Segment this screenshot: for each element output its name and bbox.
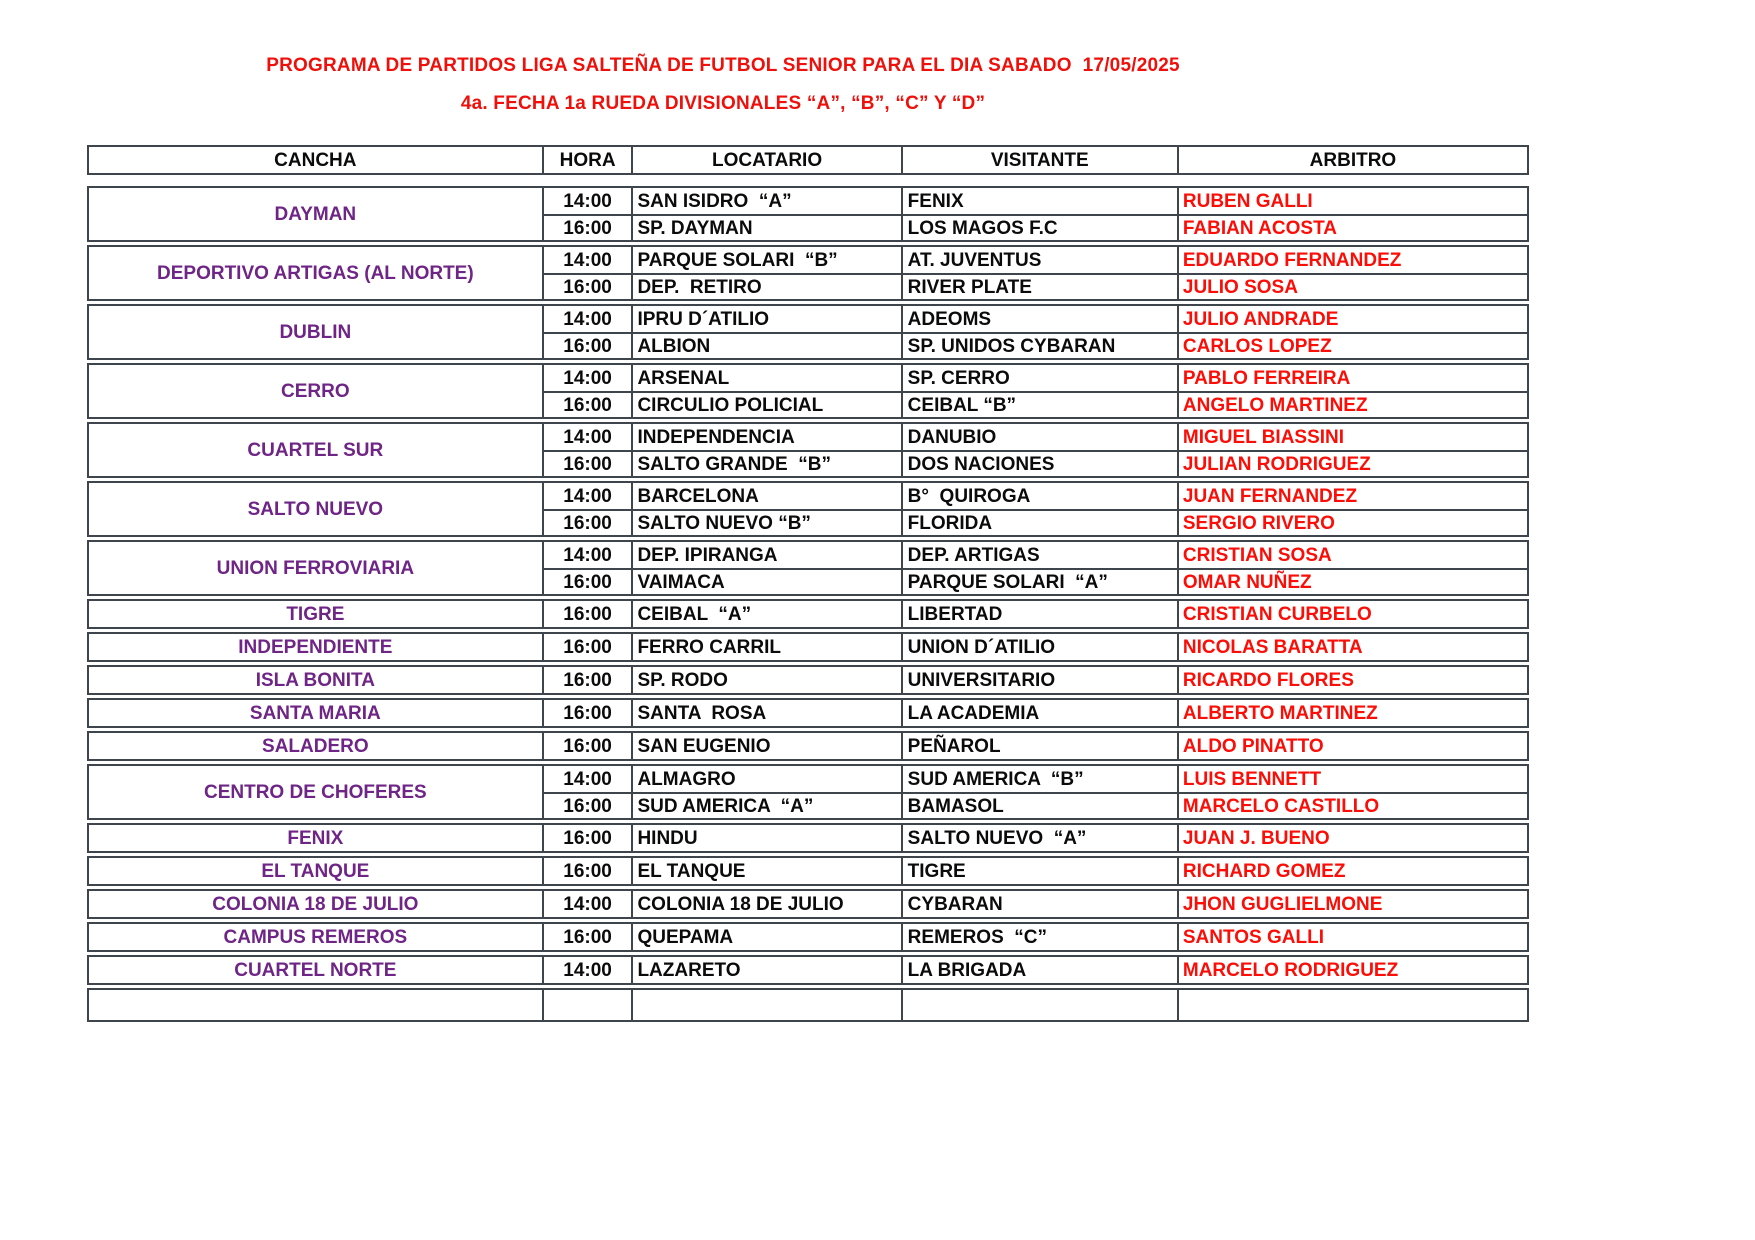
arbitro-cell [1179,990,1527,1020]
match-row [544,700,1527,726]
cancha-cell: CUARTEL NORTE [89,957,544,983]
match-row [544,766,1527,792]
visitante-cell: RIVER PLATE [903,275,1179,299]
schedule-group [87,955,1529,985]
visitante-cell: BAMASOL [903,794,1179,818]
visitante-cell: FENIX [903,188,1179,214]
match-row [544,424,1527,450]
match-row [544,247,1527,273]
hora-cell: 14:00 [544,306,634,332]
cancha-cell: DUBLIN [89,306,544,358]
locatario-cell: SALTO NUEVO “B” [633,511,902,535]
arbitro-cell: EDUARDO FERNANDEZ [1182,249,1402,271]
arbitro-cell: JUAN FERNANDEZ [1182,485,1358,507]
locatario-cell [633,990,902,1020]
locatario-cell: QUEPAMA [633,924,902,950]
locatario-cell: VAIMACA [633,570,902,594]
schedule-group [87,698,1529,728]
schedule-group [87,988,1529,1022]
visitante-cell: LA BRIGADA [903,957,1179,983]
cancha-cell: SANTA MARIA [89,700,544,726]
hora-cell: 14:00 [544,957,634,983]
schedule-group [87,665,1529,695]
match-row [544,542,1527,568]
arbitro-cell: JULIO ANDRADE [1182,308,1339,330]
cancha-cell: DAYMAN [89,188,544,240]
hora-cell: 16:00 [544,700,634,726]
visitante-cell: SALTO NUEVO “A” [903,825,1179,851]
hora-cell: 16:00 [544,924,634,950]
arbitro-cell: NICOLAS BARATTA [1182,636,1363,658]
arbitro-cell: LUIS BENNETT [1182,768,1322,790]
locatario-cell: DEP. RETIRO [633,275,902,299]
match-row [544,332,1527,358]
schedule-group [87,481,1529,537]
schedule-group [87,363,1529,419]
page-subtitle: 4a. FECHA 1a RUEDA DIVISIONALES “A”, “B”, “C” Y “D” [460,93,986,114]
hora-cell: 16:00 [544,825,634,851]
group-rows [544,825,1527,851]
match-row [544,365,1527,391]
hora-cell [544,990,634,1020]
visitante-cell: REMEROS “C” [903,924,1179,950]
cancha-cell: CERRO [89,365,544,417]
hora-cell: 14:00 [544,247,634,273]
locatario-cell: HINDU [633,825,902,851]
locatario-cell: CIRCULIO POLICIAL [633,393,902,417]
group-rows [544,601,1527,627]
arbitro-cell: FABIAN ACOSTA [1182,217,1337,239]
arbitro-cell: OMAR NUÑEZ [1182,571,1312,593]
column-header-locatario: LOCATARIO [633,147,902,173]
group-rows [544,365,1527,417]
schedule-group [87,632,1529,662]
hora-cell: 16:00 [544,858,634,884]
match-row [544,634,1527,660]
locatario-cell: LAZARETO [633,957,902,983]
hora-cell: 14:00 [544,424,634,450]
arbitro-cell: ALDO PINATTO [1182,735,1324,757]
locatario-cell: COLONIA 18 DE JULIO [633,891,902,917]
hora-cell: 16:00 [544,393,634,417]
match-row [544,792,1527,818]
match-row [544,391,1527,417]
hora-cell: 16:00 [544,216,634,240]
arbitro-cell: ANGELO MARTINEZ [1182,394,1368,416]
arbitro-cell: MIGUEL BIASSINI [1182,426,1345,448]
locatario-cell: CEIBAL “A” [633,601,902,627]
match-row [544,667,1527,693]
visitante-cell: LA ACADEMIA [903,700,1179,726]
match-row [544,450,1527,476]
group-rows [544,700,1527,726]
group-rows [544,858,1527,884]
visitante-cell: LOS MAGOS F.C [903,216,1179,240]
cancha-cell: SALTO NUEVO [89,483,544,535]
match-row [544,306,1527,332]
hora-cell: 16:00 [544,634,634,660]
locatario-cell: DEP. IPIRANGA [633,542,902,568]
locatario-cell: SALTO GRANDE “B” [633,452,902,476]
cancha-cell: CENTRO DE CHOFERES [89,766,544,818]
locatario-cell: SAN ISIDRO “A” [633,188,902,214]
schedule-group [87,731,1529,761]
hora-cell: 14:00 [544,891,634,917]
locatario-cell: SP. DAYMAN [633,216,902,240]
schedule-group [87,922,1529,952]
hora-cell: 16:00 [544,733,634,759]
hora-cell: 16:00 [544,334,634,358]
match-row [544,957,1527,983]
locatario-cell: SUD AMERICA “A” [633,794,902,818]
arbitro-cell: RICHARD GOMEZ [1182,860,1346,882]
group-rows [544,188,1527,240]
group-rows [544,483,1527,535]
arbitro-cell: JUAN J. BUENO [1182,827,1330,849]
hora-cell: 14:00 [544,365,634,391]
group-rows [544,957,1527,983]
column-header-cancha: CANCHA [89,147,544,173]
hora-cell: 14:00 [544,766,634,792]
visitante-cell [903,990,1179,1020]
hora-cell: 16:00 [544,570,634,594]
group-rows [544,667,1527,693]
arbitro-cell: RICARDO FLORES [1182,669,1354,691]
locatario-cell: ALBION [633,334,902,358]
hora-cell: 14:00 [544,188,634,214]
group-rows [544,424,1527,476]
arbitro-cell: MARCELO CASTILLO [1182,795,1380,817]
group-rows [544,542,1527,594]
arbitro-cell: JULIAN RODRIGUEZ [1182,453,1371,475]
visitante-cell: TIGRE [903,858,1179,884]
schedule-group [87,245,1529,301]
visitante-cell: PARQUE SOLARI “A” [903,570,1179,594]
schedule-group [87,856,1529,886]
hora-cell: 14:00 [544,542,634,568]
visitante-cell: FLORIDA [903,511,1179,535]
document-header [87,55,1359,115]
arbitro-cell: CRISTIAN SOSA [1182,544,1332,566]
schedule-group [87,422,1529,478]
schedule-group [87,889,1529,919]
cancha-cell: UNION FERROVIARIA [89,542,544,594]
group-rows [544,990,1527,1020]
locatario-cell: SP. RODO [633,667,902,693]
visitante-cell: DEP. ARTIGAS [903,542,1179,568]
arbitro-cell: CRISTIAN CURBELO [1182,603,1372,625]
arbitro-cell: ALBERTO MARTINEZ [1182,702,1378,724]
group-rows [544,733,1527,759]
visitante-cell: DOS NACIONES [903,452,1179,476]
group-rows [544,891,1527,917]
column-header-arbitro: ARBITRO [1309,149,1397,171]
hora-cell: 16:00 [544,601,634,627]
cancha-cell: DEPORTIVO ARTIGAS (AL NORTE) [89,247,544,299]
hora-cell: 16:00 [544,667,634,693]
hora-cell: 16:00 [544,794,634,818]
cancha-cell [89,990,544,1020]
group-rows [544,634,1527,660]
hora-cell: 16:00 [544,275,634,299]
visitante-cell: UNION D´ATILIO [903,634,1179,660]
group-rows [544,306,1527,358]
locatario-cell: ARSENAL [633,365,902,391]
locatario-cell: PARQUE SOLARI “B” [633,247,902,273]
visitante-cell: LIBERTAD [903,601,1179,627]
visitante-cell: PEÑAROL [903,733,1179,759]
cancha-cell: CUARTEL SUR [89,424,544,476]
hora-cell: 14:00 [544,483,634,509]
visitante-cell: AT. JUVENTUS [903,247,1179,273]
match-row [544,214,1527,240]
arbitro-cell: MARCELO RODRIGUEZ [1182,959,1399,981]
group-rows [544,924,1527,950]
cancha-cell: CAMPUS REMEROS [89,924,544,950]
arbitro-cell: PABLO FERREIRA [1182,367,1351,389]
arbitro-cell: CARLOS LOPEZ [1182,335,1332,357]
group-rows [544,766,1527,818]
cancha-cell: ISLA BONITA [89,667,544,693]
schedule-group [87,186,1529,242]
arbitro-cell: SANTOS GALLI [1182,926,1324,948]
visitante-cell: CYBARAN [903,891,1179,917]
match-row [544,483,1527,509]
locatario-cell: INDEPENDENCIA [633,424,902,450]
locatario-cell: SAN EUGENIO [633,733,902,759]
locatario-cell: BARCELONA [633,483,902,509]
cancha-cell: FENIX [89,825,544,851]
arbitro-cell: JHON GUGLIELMONE [1182,893,1383,915]
match-row [544,891,1527,917]
visitante-cell: DANUBIO [903,424,1179,450]
cancha-cell: EL TANQUE [89,858,544,884]
schedule-group [87,823,1529,853]
match-row [544,188,1527,214]
match-row [544,601,1527,627]
match-row [544,568,1527,594]
column-header-hora: HORA [544,147,634,173]
schedule-group [87,540,1529,596]
locatario-cell: IPRU D´ATILIO [633,306,902,332]
table-body [87,186,1529,1022]
schedule-group [87,599,1529,629]
locatario-cell: ALMAGRO [633,766,902,792]
match-row [544,990,1527,1020]
locatario-cell: SANTA ROSA [633,700,902,726]
hora-cell: 16:00 [544,452,634,476]
match-row [544,733,1527,759]
match-row [544,509,1527,535]
cancha-cell: INDEPENDIENTE [89,634,544,660]
locatario-cell: FERRO CARRIL [633,634,902,660]
column-header-visitante: VISITANTE [903,147,1179,173]
schedule-group [87,764,1529,820]
match-row [544,825,1527,851]
group-rows [544,247,1527,299]
schedule-table [87,145,1529,1025]
cancha-cell: SALADERO [89,733,544,759]
visitante-cell: B° QUIROGA [903,483,1179,509]
schedule-group [87,304,1529,360]
visitante-cell: SP. UNIDOS CYBARAN [903,334,1179,358]
locatario-cell: EL TANQUE [633,858,902,884]
visitante-cell: SUD AMERICA “B” [903,766,1179,792]
header-inner-row [544,147,1527,173]
visitante-cell: SP. CERRO [903,365,1179,391]
hora-cell: 16:00 [544,511,634,535]
visitante-cell: UNIVERSITARIO [903,667,1179,693]
arbitro-cell: JULIO SOSA [1182,276,1298,298]
arbitro-cell: SERGIO RIVERO [1182,512,1335,534]
match-row [544,273,1527,299]
arbitro-cell: RUBEN GALLI [1182,190,1313,212]
cancha-cell: COLONIA 18 DE JULIO [89,891,544,917]
page-title: PROGRAMA DE PARTIDOS LIGA SALTEÑA DE FUTBOL SENIOR PARA EL DIA SABADO 17/05/2025 [266,55,1180,76]
visitante-cell: CEIBAL “B” [903,393,1179,417]
match-row [544,858,1527,884]
header-columns [544,147,1527,173]
table-header-row [87,145,1529,175]
visitante-cell: ADEOMS [903,306,1179,332]
match-row [544,924,1527,950]
cancha-cell: TIGRE [89,601,544,627]
